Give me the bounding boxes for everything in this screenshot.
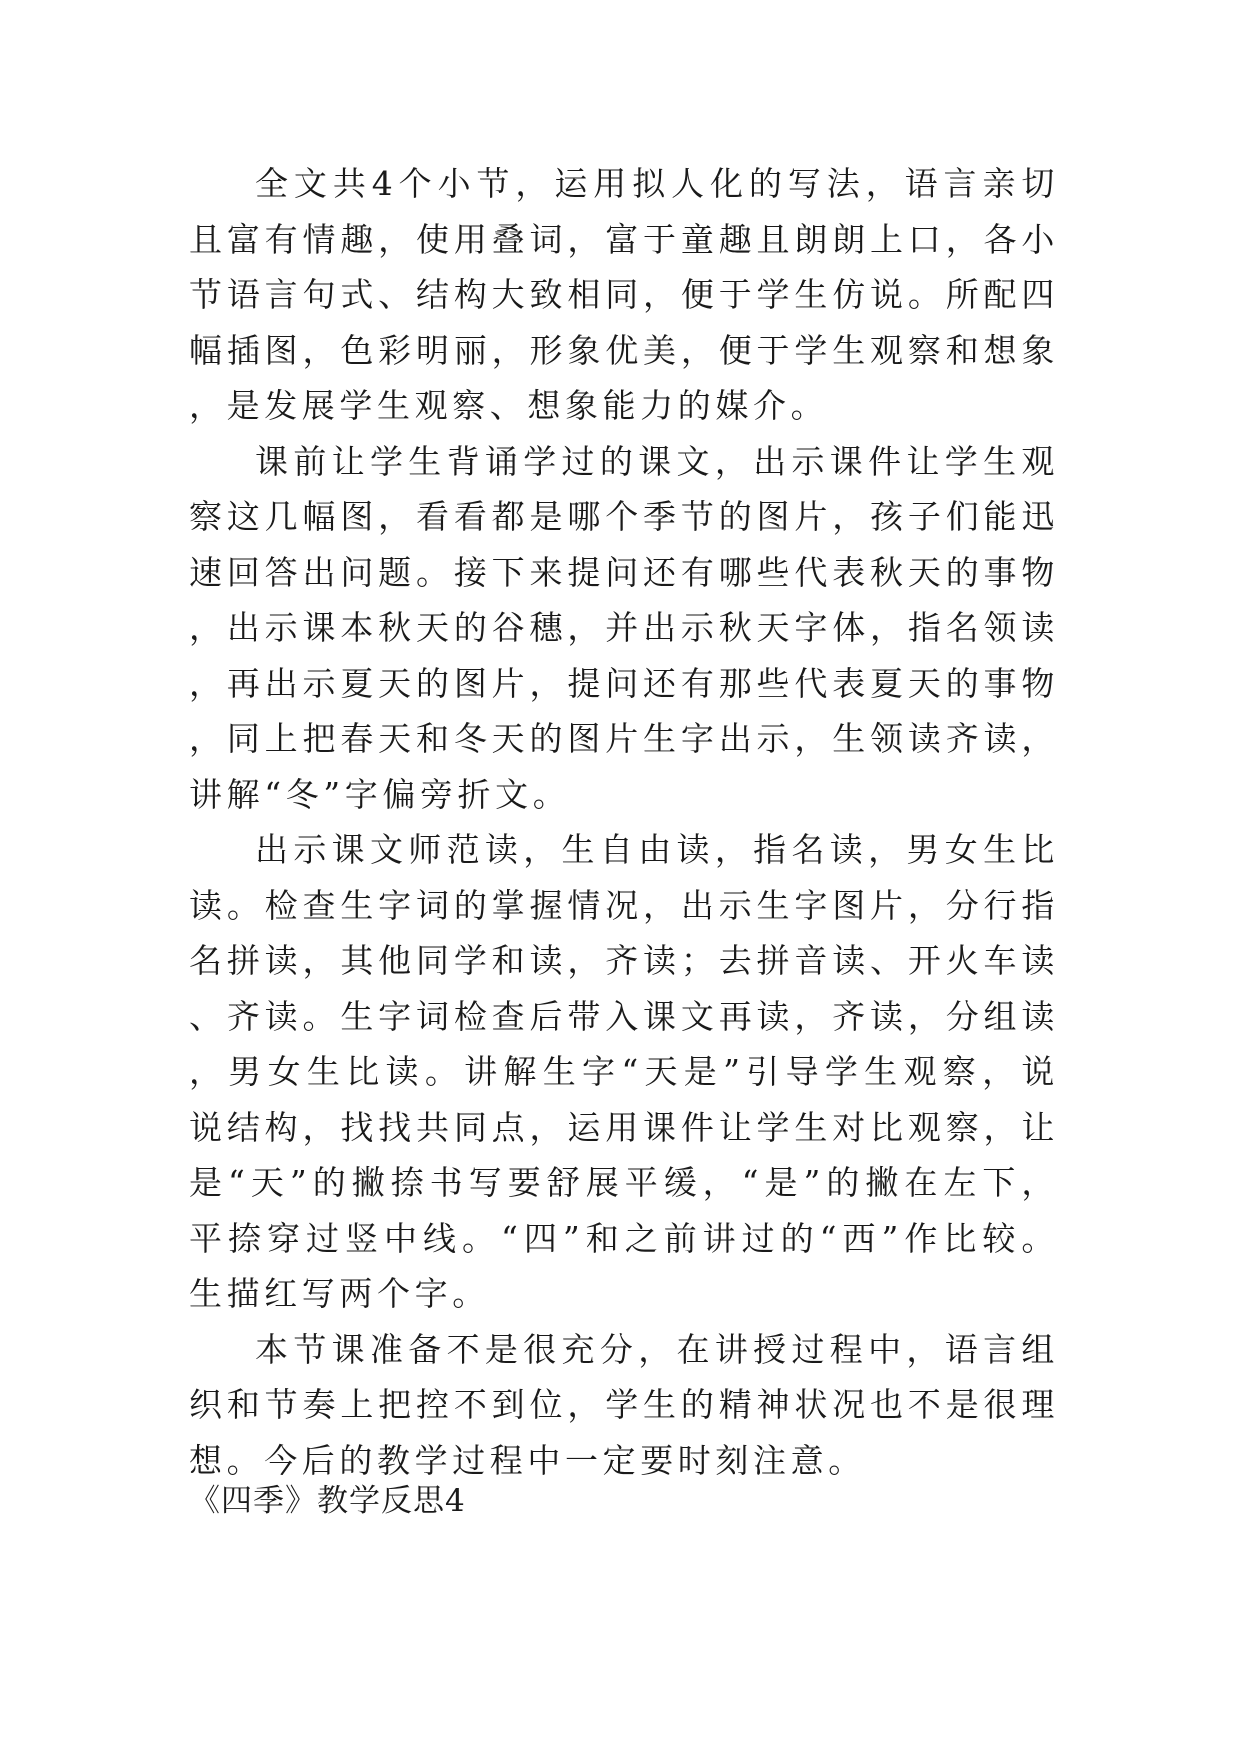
body-text — [189, 156, 1059, 1488]
paragraph-2: 课前让学生背诵学过的课文，出示课件让学生观察这几幅图，看看都是哪个季节的图片，孩子们能迅速回答出问题。接下来提问还有哪些代表秋天的事物，出示课本秋天的谷穗，并出示秋天字体，指名领读，再出示夏天的图片，提问还有那些代表夏天的事物，同上把春天和冬天的图片生字出示，生领读齐读，讲解“冬”字偏旁折文。 — [189, 441, 1059, 814]
paragraph-3: 出示课文师范读，生自由读，指名读，男女生比读。检查生字词的掌握情况，出示生字图片，分行指名拼读，其他同学和读，齐读；去拼音读、开火车读、齐读。生字词检查后带入课文再读，齐读，分组读，男女生比读。讲解生字“天是”引导学生观察，说说结构，找找共同点，运用课件让学生对比观察，让是“天”的撇捺书写要舒展平缓，“是”的撇在左下，平捺穿过竖中线。“四”和之前讲过的“西”作比较。生描红写两个字。 — [189, 830, 1059, 1313]
section-heading: 《四季》教学反思4 — [189, 1483, 466, 1519]
paragraph-4: 本节课准备不是很充分，在讲授过程中，语言组织和节奏上把控不到位，学生的精神状况也不是很理想。今后的教学过程中一定要时刻注意。 — [189, 1329, 1059, 1480]
paragraph-1: 全文共4个小节，运用拟人化的写法，语言亲切且富有情趣，使用叠词，富于童趣且朗朗上口，各小节语言句式、结构大致相同，便于学生仿说。所配四幅插图，色彩明丽，形象优美，便于学生观察和想象，是发展学生观察、想象能力的媒介。 — [189, 164, 1059, 425]
